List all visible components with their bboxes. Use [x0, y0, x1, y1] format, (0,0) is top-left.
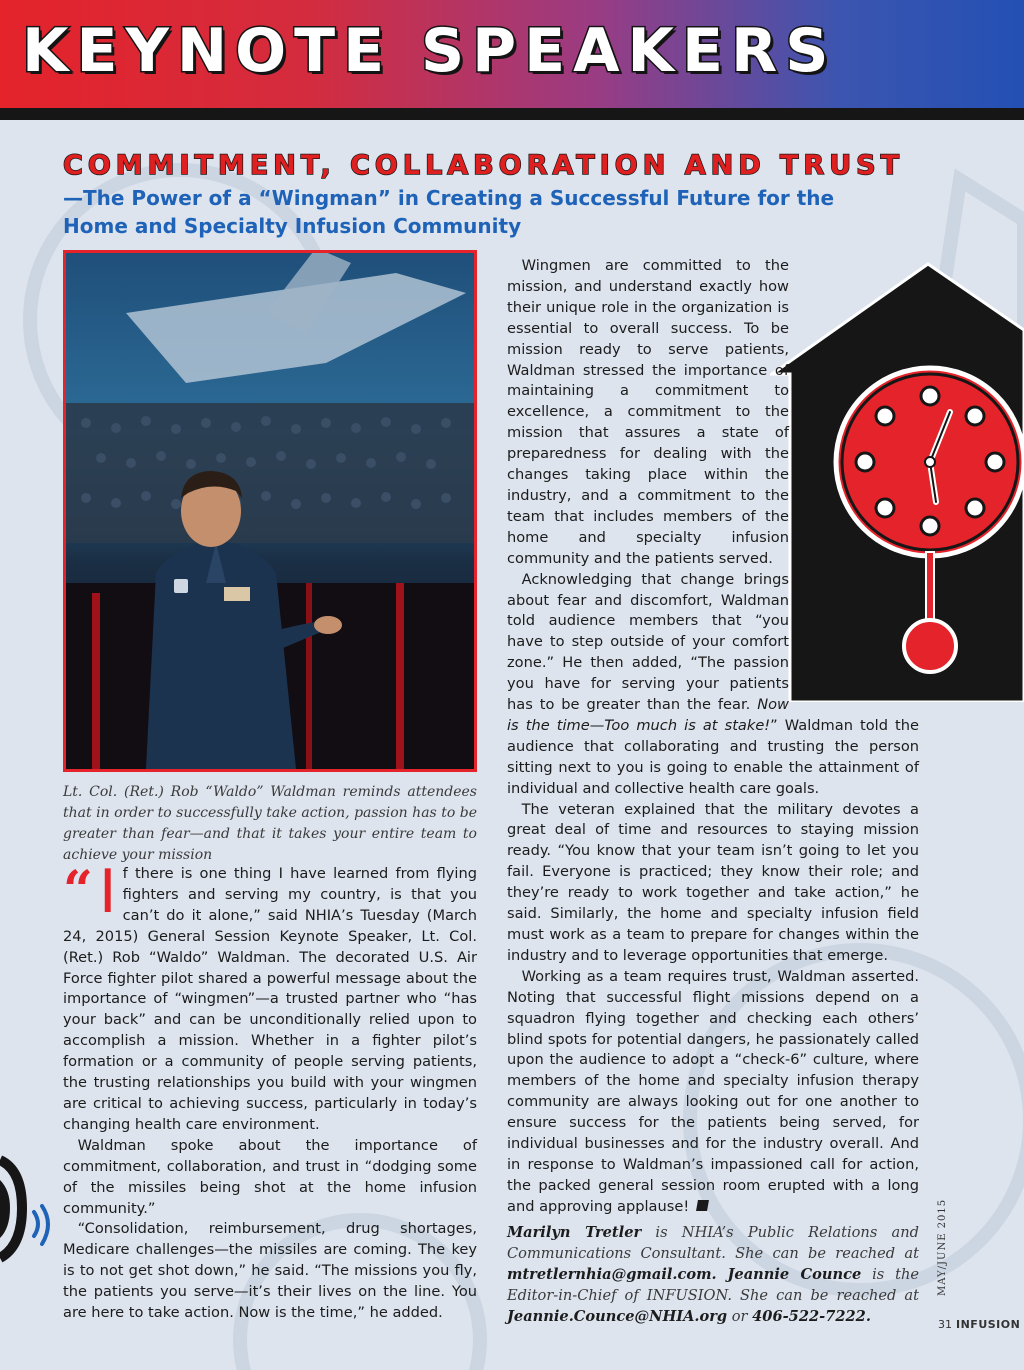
- author-bios: [507, 1222, 919, 1327]
- left-paragraph-2: Waldman spoke about the importance of commitment, collaboration, and trust in “dodging some of the missiles being shot at the home infusion community.”: [63, 1136, 477, 1217]
- author-name-2: Jeannie Counce: [727, 1266, 862, 1283]
- article-subtitle: —The Power of a “Wingman” in Creating a Successful Future for the Home and Specialty Infusion Community: [63, 186, 835, 238]
- author-bio-1: is NHIA’s Public Relations and Communications Consultant. She can be reached at: [507, 1224, 919, 1262]
- drop-quote-mark: “: [63, 860, 93, 921]
- article-title: COMMITMENT, COLLABORATION AND TRUST: [63, 150, 905, 181]
- left-paragraph-3: “Consolidation, reimbursement, drug shortages, Medicare challenges—the missiles are coming. The key is to not get shot down,” he said. “The missions you fly, the patients you serve—it’s their lives on the line. You are here to take action. Now is the time,” he added.: [63, 1220, 477, 1322]
- right-column-body: [507, 256, 919, 1218]
- bio-connector: or: [727, 1308, 753, 1325]
- left-column-body: [63, 857, 477, 1324]
- right-paragraph-4-text: Working as a team requires trust, Waldman asserted. Noting that successful flight missions depend on a squadron flying together and checking each others’ blind spots for potential dangers, he passionately called upon the audience to adopt a “check-6” culture, where members of the home and specialty infusion therapy community are always looking out for one another to ensure success for the patients being served, for individual businesses and for the industry overall. And in response to Waldman’s impassioned call for action, the packed general session room erupted with a long and approving applause!: [507, 967, 919, 1215]
- intro-paragraph-text: f there is one thing I have learned from flying fighters and serving my country, is that you can’t do it alone,” said NHIA’s Tuesday (March 24, 2015) General Session Keynote Speaker, Lt. Col. (Ret.) Rob “Waldo” Waldman. The decorated U.S. Air Force fighter pilot shared a powerful message about the importance of “wingmen”—a trusted partner who “has your back” and can be unconditionally relied upon to accomplish a mission. Whether in a fighter pilot’s formation or a community of people serving patients, the trusting relationships you build with your wingmen are critical to achieving success, particularly in today’s changing health care environment.: [63, 865, 477, 1133]
- intro-paragraph: [63, 857, 477, 1136]
- banner-divider: [0, 108, 1024, 120]
- page-footer: [938, 1318, 1020, 1331]
- issue-date: MAY/JUNE 2015: [937, 1198, 948, 1296]
- page-number: 31: [938, 1318, 952, 1331]
- right-paragraph-2-text-b: ” Waldman told the audience that collaborating and trusting the person sitting next to you is going to enable the attainment of individual and collective health care goals.: [507, 716, 919, 797]
- speaker-photo: [63, 250, 477, 772]
- header-banner: [0, 0, 1024, 108]
- author-bio-2: is the Editor-in-Chief of INFUSION. She can be reached at: [507, 1266, 919, 1304]
- illustration-wrap-area: [789, 256, 919, 702]
- right-paragraph-4: [507, 967, 919, 1218]
- headset-icon: [0, 1150, 60, 1270]
- author-email-1[interactable]: mtretlernhia@gmail.com.: [507, 1266, 717, 1283]
- author-phone-2: 406-522-7222.: [752, 1308, 871, 1325]
- right-paragraph-3: The veteran explained that the military devotes a great deal of time and resources to staying mission ready. “You know that your team isn’t going to let you fail. Everyone is practiced; they know their role; and they’re ready to work together and take action,” he said. Similarly, the home and specialty infusion field must work as a team to prepare for changes within the industry and to leverage opportunities that emerge.: [507, 800, 919, 964]
- banner-title: KEYNOTE SPEAKERS: [22, 16, 837, 86]
- photo-caption: Lt. Col. (Ret.) Rob “Waldo” Waldman reminds attendees that in order to successfully take action, passion has to be greater than fear—and that it takes your entire team to achieve your mission: [63, 784, 477, 863]
- drop-cap: I: [98, 857, 117, 927]
- right-paragraph-2-text-a: Acknowledging that change brings about fear and discomfort, Waldman told audience members that “you have to step outside of your comfort zone.” He then added, “The passion you have for serving your patients has to be greater than the fear.: [507, 570, 789, 714]
- right-paragraph-2-emphasis: Now is the time—Too much is at stake!: [507, 696, 789, 734]
- magazine-name: INFUSION: [956, 1318, 1021, 1331]
- author-name-1: Marilyn Tretler: [507, 1224, 642, 1241]
- right-paragraph-1: Wingmen are committed to the mission, and understand exactly how their unique role in the organization is essential to overall success. To be mission ready to serve patients, Waldman stressed the importance of maintaining a commitment to excellence, a commitment to the mission that assures a state of preparedness for dealing with the changes taking place within the industry, and a commitment to the team that includes members of the home and specialty infusion community and the patients served.: [507, 257, 789, 567]
- author-email-2[interactable]: Jeannie.Counce@NHIA.org: [507, 1308, 728, 1325]
- end-of-article-icon: [696, 1200, 709, 1211]
